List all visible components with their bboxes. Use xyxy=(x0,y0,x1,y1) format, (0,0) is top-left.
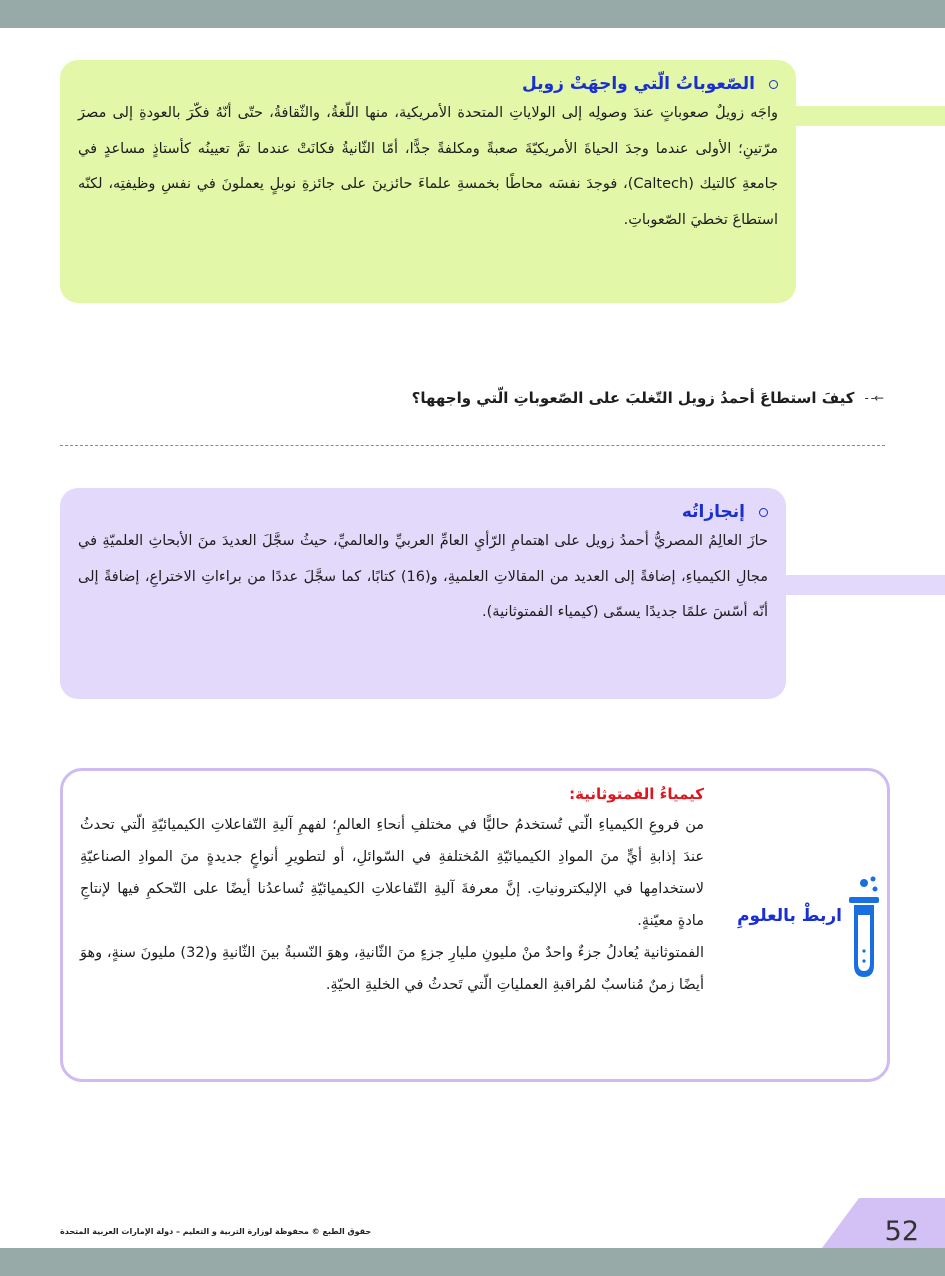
connect-science-label: اربطْ بالعلومِ xyxy=(737,906,842,926)
achievements-title: إنجازاتُه xyxy=(681,502,745,522)
achievements-heading xyxy=(78,502,768,522)
difficulties-card xyxy=(60,60,796,303)
difficulties-heading xyxy=(78,74,778,94)
difficulties-title: الصّعوباتُ الّتي واجهَتْ زويل xyxy=(522,74,755,94)
femto-paragraph-2: الفمتوثانية يُعادلُ جزءٌ واحدٌ منْ مليونِ مليارِ جزءٍ منَ الثّانيةِ، وهوَ النّسبةُ بينَ الثّانيةِ و(32) مليونَ سنةٍ، وهوَ أيضًا زمنٌ مُناسبٌ لمُراقبةِ العملياتِ الّتي تَحدثُ في الخليةِ الحيّةِ. xyxy=(80,945,704,993)
page-number-tab xyxy=(822,1198,945,1248)
achievements-text: حازَ العالِمُ المصريُّ أحمدُ زويل على اهتمامِ الرّأيِ العامِّ العربيِّ والعالميِّ، حيثُ سجَّلَ العديدَ منَ الأبحاثِ العلميّةِ في مجالِ الكيمياءِ، إضافةً إلى العديد من المقالاتِ العلميةِ، و(16) كتابًا، كما سجَّلَ عددًا من براءاتِ الاختراعِ، إضافةً إلى أنّه أسّسَ علمًا جديدًا يسمّى (كيمياء الفمتوثانية). xyxy=(78,533,768,620)
top-bar xyxy=(0,0,945,28)
green-side-strip xyxy=(780,106,945,126)
question-text: كيفَ استطاعَ أحمدُ زويل التّغلبَ على الصّعوباتِ الّتي واجهها؟ xyxy=(411,389,855,407)
purple-side-strip xyxy=(780,575,945,595)
femto-title: كيمياءُ الفمتوثانية: xyxy=(569,785,704,803)
dashed-divider xyxy=(60,445,885,446)
test-tube-icon xyxy=(846,875,882,983)
dashed-arrow-icon: ←- - xyxy=(864,391,883,405)
question xyxy=(412,389,883,407)
copyright-footer: حقوق الطبع © محفوظة لوزارة التربية و التعليم – دولة الإمارات العربية المتحدة xyxy=(60,1227,372,1236)
bullet-icon xyxy=(759,508,768,517)
femto-content xyxy=(80,785,704,1001)
femto-paragraph-1: من فروعِ الكيمياءِ الّتي تُستخدمُ حاليًّا في مختلفِ أنحاءِ العالمِ؛ لفهمِ آليةِ التّفاعلاتِ الكيميائيّةِ الّتي تحدثُ عندَ إذابةِ أيٍّ منَ الموادِ الكيميائيّةِ المُختلفةِ في السّوائلِ، أو لتطويرِ أنواعٍ جديدةٍ منَ الموادِ الصناعيّةِ لاستخدامِها في الإليكترونياتِ. إنَّ معرفةَ آليةِ التّفاعلاتِ الكيميائيّةِ تُساعدُنا أيضًا على التّحكمِ فيها لإنتاجِ مادةٍ معيّنةٍ. xyxy=(80,817,704,929)
connect-science-box xyxy=(60,768,890,1082)
achievements-card xyxy=(60,488,786,699)
page-number: 52 xyxy=(884,1216,919,1247)
difficulties-text: واجَه زويلٌ صعوباتٍ عندَ وصولِه إلى الولاياتِ المتحدة الأمريكية، منها اللّغةُ، والثّقافةُ، حتّى أنّهُ فكّرَ بالعودةِ إلى مصرَ مرّتينِ؛ الأولى عندما وجدَ الحياةَ الأمريكيّةَ صعبةً ومكلفةً جدًّا، أمّا الثّانيةُ فكانَتْ عندما تمَّ تعيينُه كأستاذٍ مساعدٍ في جامعةِ كالتيك (Caltech)، فوجدَ نفسَه محاطًا بخمسةِ علماءَ حائزينَ على جائزةِ نوبلٍ يعملونَ في نفسِ وظيفتِه، لكنّه استطاعَ تخطيَ الصّعوباتِ. xyxy=(78,105,778,228)
bottom-bar xyxy=(0,1248,945,1276)
bullet-icon xyxy=(769,80,778,89)
